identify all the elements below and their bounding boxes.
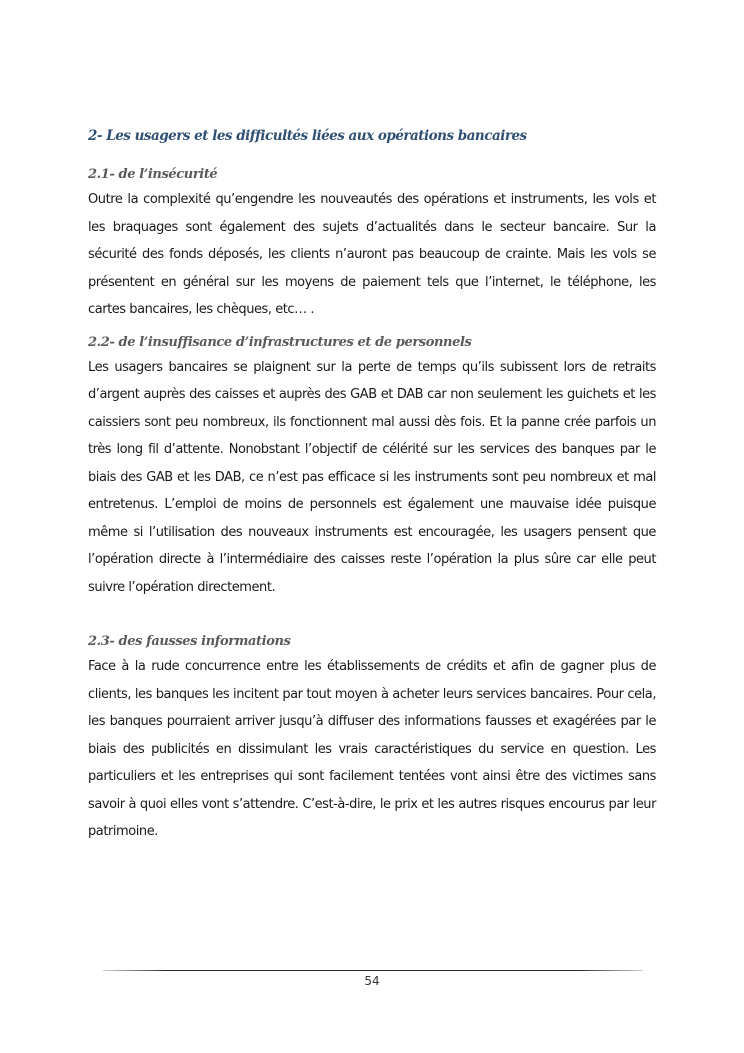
footer-divider [103, 970, 643, 971]
subsection-heading-insuffisance: 2.2- de l’insuffisance d’infrastructures et de personnels [88, 334, 472, 350]
page-content [88, 124, 656, 846]
paragraph-insuffisance: Les usagers bancaires se plaignent sur la perte de temps qu’ils subissent lors de retraits d’argent auprès des caisses et auprès des GAB et DAB car non seulement les guichets et les caissiers sont peu nombreux, ils fonctionnent mal aussi dès fois. Et la panne crée parfois un très long fil d’attente. Nonobstant l’objectif de célérité sur les services des banques par le biais des GAB et les DAB, ce n’est pas efficace si les instruments sont peu nombreux et mal entretenus. L’emploi de moins de personnels est également une mauvaise idée puisque même si l’utilisation des nouveaux instruments est encouragée, les usagers pensent que l’opération directe à l’intermédiaire des caisses reste l’opération la plus sûre car elle peut suivre l’opération directement. [88, 359, 656, 595]
paragraph-fausses-informations: Face à la rude concurrence entre les établissements de crédits et afin de gagner plus de clients, les banques les incitent par tout moyen à acheter leurs services bancaires. Pour cela, les banques pourraient arriver jusqu’à diffuser des informations fausses et exagérées par le biais des publicités en dissimulant les vrais caractéristiques du service en question. Les particuliers et les entreprises qui sont facilement tentées vont ainsi être des victimes sans savoir à quoi elles vont s’attendre. C’est-à-dire, le prix et les autres risques encourus par leur patrimoine. [88, 659, 656, 839]
paragraph-insecurite: Outre la complexité qu’engendre les nouveautés des opérations et instruments, les vols et les braquages sont également des sujets d’actualités dans le secteur bancaire. Sur la sécurité des fonds déposés, les clients n’auront pas beaucoup de crainte. Mais les vols se présentent en général sur les moyens de paiement tels que l’internet, le téléphone, les cartes bancaires, les chèques, etc… . [88, 192, 656, 317]
spacer [88, 324, 656, 332]
spacer [88, 601, 656, 631]
page-number: 54 [364, 974, 380, 988]
section-heading: 2- Les usagers et les difficultés liées aux opérations bancaires [88, 128, 527, 144]
subsection-heading-insecurite: 2.1- de l’insécurité [88, 167, 218, 182]
subsection-heading-fausses-informations: 2.3- des fausses informations [88, 634, 291, 649]
